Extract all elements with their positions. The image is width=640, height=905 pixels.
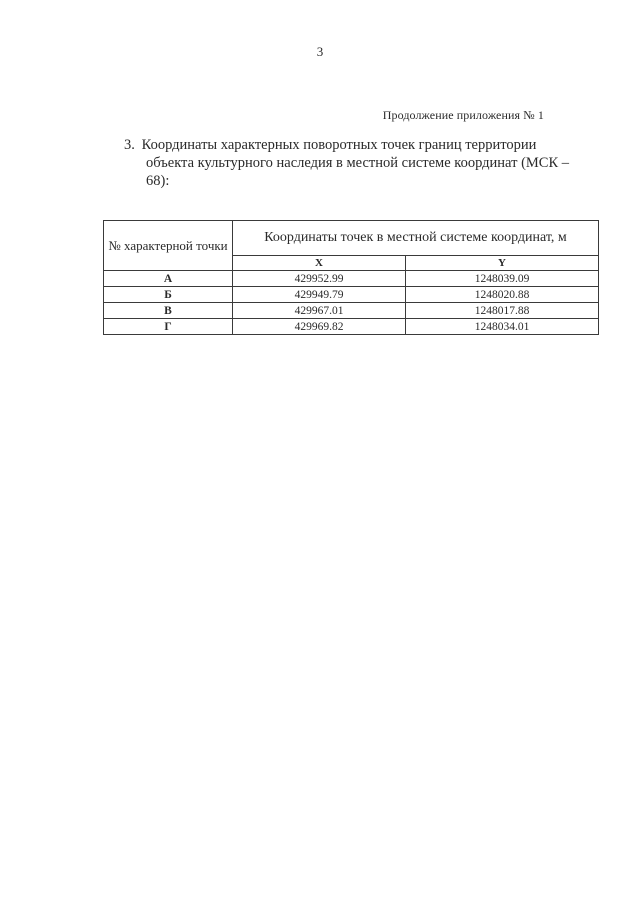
header-coordinates: Координаты точек в местной системе координат, м [233, 221, 599, 256]
section-heading-line-1 [124, 136, 594, 154]
appendix-note: Продолжение приложения № 1 [382, 108, 544, 122]
table-row [104, 287, 599, 303]
section-heading-line-3: 68): [146, 173, 170, 189]
table-row [104, 319, 599, 335]
x-value: 429969.82 [233, 319, 406, 335]
coordinates-table [103, 220, 599, 335]
x-value: 429952.99 [233, 271, 406, 287]
y-value: 1248039.09 [406, 271, 599, 287]
section-heading-line-2: объекта культурного наследия в местной системе координат (МСК – [146, 155, 570, 171]
section-number: 3. [124, 137, 135, 153]
section-heading-text-1: Координаты характерных поворотных точек границ территории [141, 137, 537, 153]
y-value: 1248017.88 [406, 303, 599, 319]
x-value: 429949.79 [233, 287, 406, 303]
header-y: Y [406, 256, 599, 271]
point-label: А [104, 271, 233, 287]
header-point: № характерной точки [104, 221, 233, 271]
y-value: 1248034.01 [406, 319, 599, 335]
y-value: 1248020.88 [406, 287, 599, 303]
page-number: 3 [316, 44, 324, 59]
section-heading [124, 136, 594, 190]
table-row [104, 271, 599, 287]
table-row [104, 303, 599, 319]
header-x: X [233, 256, 406, 271]
point-label: Б [104, 287, 233, 303]
x-value: 429967.01 [233, 303, 406, 319]
point-label: Г [104, 319, 233, 335]
point-label: В [104, 303, 233, 319]
